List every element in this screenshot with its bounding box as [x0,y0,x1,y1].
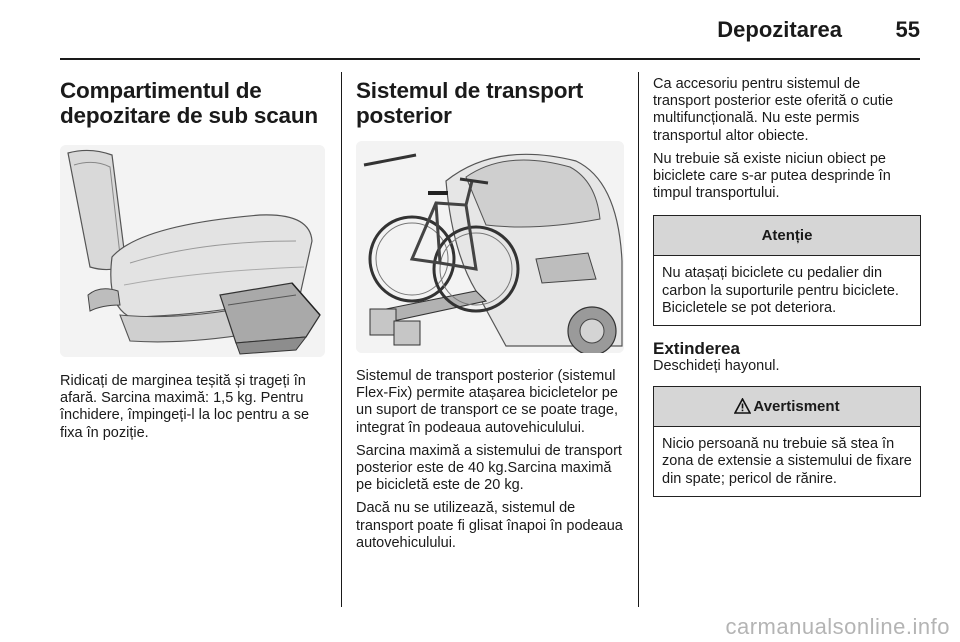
heading-line-2: posterior [356,103,452,128]
warning-triangle-icon [734,398,751,418]
warning-header [654,387,920,427]
column-divider-2 [638,72,639,607]
page-header [60,0,920,60]
seat-storage-paragraph: Ridicați de marginea teșită și trageți în afară. Sarcina maximă: 1,5 kg. Pentru închidere, împingeți-l la loc pentru a se fixa în poziție. [60,373,310,441]
caution-box [653,215,921,326]
column-rear-carrier [356,78,624,552]
warning-title: Avertisment [753,398,840,416]
carrier-paragraph-3: Dacă nu se utilizează, sistemul de transport poate fi glisat înapoi în podeaua autovehiculului. [356,500,623,551]
accessory-paragraph-1: Ca accesoriu pentru sistemul de transport posterior este oferită o cutie multifuncțională. Nu este permis transportul altor obiecte. [653,76,894,144]
rear-bicycle-carrier-illustration [356,141,624,353]
caution-title: Atenție [654,216,920,256]
warning-body: Nicio persoană nu trebuie să stea în zona de extensie a sistemului de fixare din spate; pericol de rănire. [662,436,912,487]
subheading-extinderea: Extinderea [653,339,740,359]
page-number: 55 [895,17,920,42]
column-accessories [653,76,921,497]
section-heading-seat-storage [60,78,325,128]
header-rule [60,58,920,60]
carrier-paragraph-1: Sistemul de transport posterior (sistemul Flex-Fix) permite atașarea bicicletelor pe un suport de transport ce se poate trage, integrat în podeaua autovehiculului. [356,368,618,436]
open-tailgate-paragraph: Deschideți hayonul. [653,358,780,375]
heading-line-1: Compartimentul de [60,78,262,103]
caution-body: Nu atașați biciclete cu pedalier din carbon la suporturile pentru biciclete. Bicicletele se pot deteriora. [662,265,899,316]
watermark: carmanualsonline.info [725,614,950,639]
carrier-paragraph-2: Sarcina maximă a sistemului de transport posterior este de 40 kg.Sarcina maximă pe bicicletă este de 20 kg. [356,442,622,494]
section-heading-rear-carrier [356,78,624,128]
column-divider-1 [341,72,342,607]
column-seat-storage [60,78,325,442]
heading-line-1: Sistemul de transport [356,78,584,103]
page-title: Depozitarea [717,17,842,42]
heading-line-2: depozitare de sub scaun [60,103,318,128]
seat-storage-drawer-illustration [60,145,325,357]
accessory-paragraph-2: Nu trebuie să existe niciun obiect pe biciclete care s-ar putea desprinde în timpul transportului. [653,150,891,202]
warning-box [653,386,921,497]
